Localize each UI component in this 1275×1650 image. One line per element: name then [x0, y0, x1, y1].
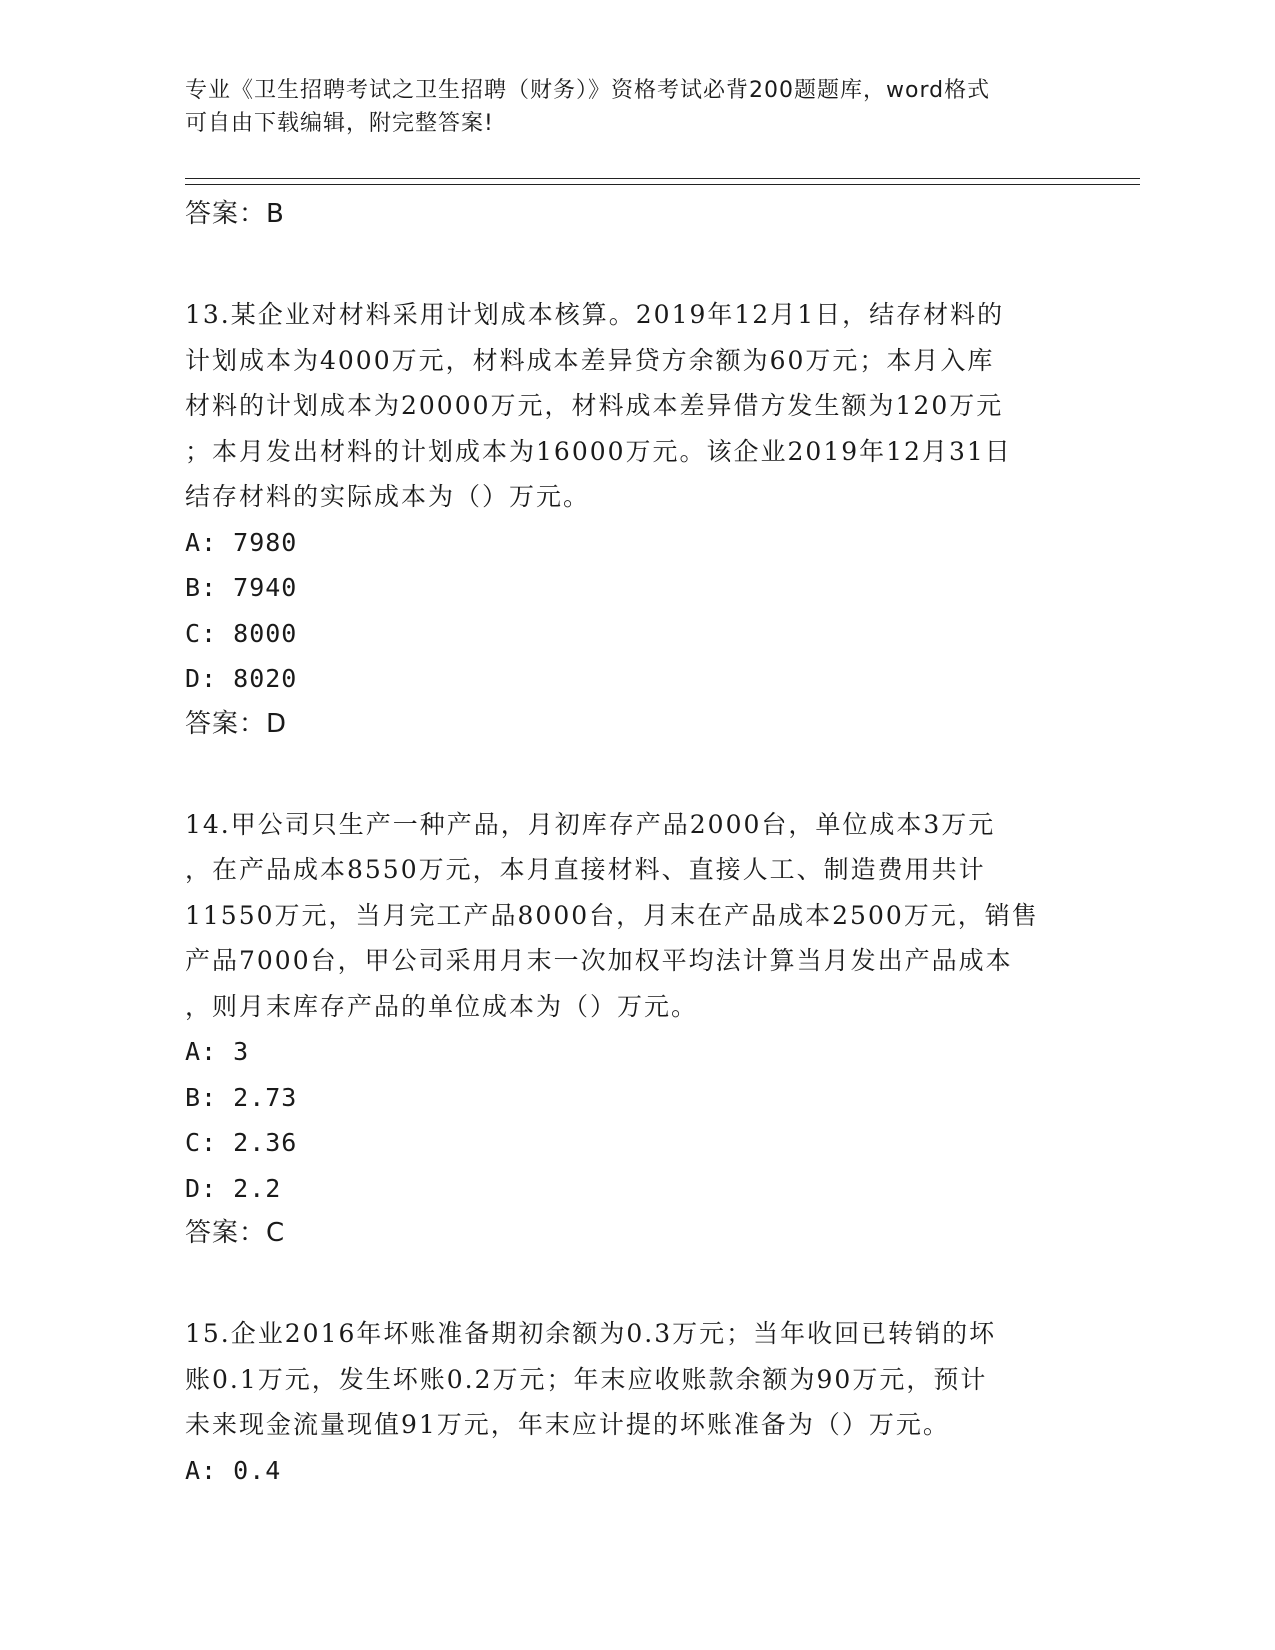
question-text [185, 292, 1085, 520]
document-body [185, 192, 1085, 1493]
question-13 [185, 292, 1085, 746]
option-b: B: 2.73 [185, 1082, 298, 1112]
previous-answer: 答案：B [185, 199, 285, 229]
question-text [185, 1311, 1085, 1448]
option-c: C: 8000 [185, 618, 298, 648]
question-line: 产品7000台，甲公司采用月末一次加权平均法计算当月发出产品成本 [185, 946, 1013, 975]
option-a: A: 0.4 [185, 1455, 282, 1485]
question-14 [185, 802, 1085, 1256]
header-line-1: 专业《卫生招聘考试之卫生招聘（财务）》资格考试必背200题题库，word格式 [185, 78, 991, 103]
question-line: ；本月发出材料的计划成本为16000万元。该企业2019年12月31日 [185, 436, 1012, 466]
header-divider-bottom [185, 184, 1140, 185]
question-15 [185, 1311, 1085, 1493]
question-line: 结存材料的实际成本为（）万元。 [185, 482, 591, 511]
question-line: ，则月末库存产品的单位成本为（）万元。 [185, 991, 699, 1021]
question-line: 材料的计划成本为20000万元，材料成本差异借方发生额为120万元 [185, 391, 1004, 420]
option-b: B: 7940 [185, 573, 298, 602]
option-a: A: 7980 [185, 527, 298, 557]
question-line: 14.甲公司只生产一种产品，月初库存产品2000台，单位成本3万元 [185, 809, 996, 839]
answer: 答案：D [185, 708, 288, 739]
option-a: A: 3 [185, 1037, 250, 1066]
question-line: 未来现金流量现值91万元，年末应计提的坏账准备为（）万元。 [185, 1410, 950, 1439]
question-line: 计划成本为4000万元，材料成本差异贷方余额为60万元；本月入库 [185, 345, 995, 375]
header-line-2: 可自由下载编辑，附完整答案! [185, 111, 494, 136]
question-line: 账0.1万元，发生坏账0.2万元；年末应收账款余额为90万元，预计 [185, 1364, 988, 1394]
question-line: ，在产品成本8550万元，本月直接材料、直接人工、制造费用共计 [185, 855, 986, 884]
option-c: C: 2.36 [185, 1128, 298, 1157]
header-divider-top [185, 178, 1140, 179]
question-line: 11550万元，当月完工产品8000台，月末在产品成本2500万元，销售 [185, 900, 1039, 930]
answer: 答案：C [185, 1218, 286, 1248]
question-line: 13.某企业对材料采用计划成本核算。2019年12月1日，结存材料的 [185, 300, 1005, 329]
option-d: D: 8020 [185, 664, 298, 693]
question-line: 15.企业2016年坏账准备期初余额为0.3万元；当年收回已转销的坏 [185, 1319, 997, 1348]
question-text [185, 802, 1085, 1030]
option-d: D: 2.2 [185, 1173, 282, 1203]
document-header [185, 74, 1065, 140]
